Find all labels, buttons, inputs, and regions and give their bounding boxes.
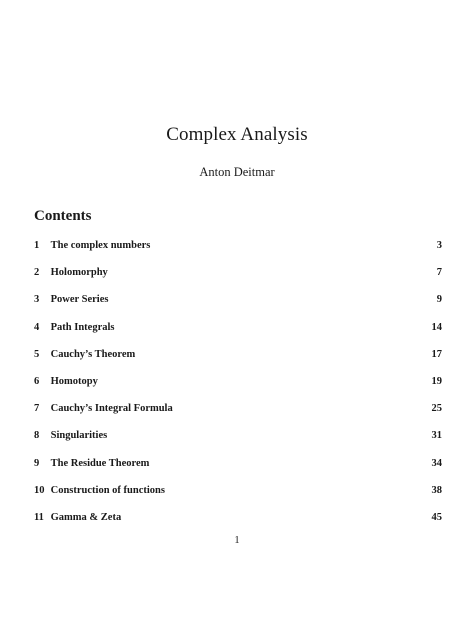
toc-entry-7[interactable] xyxy=(34,402,442,429)
toc-entry-9[interactable] xyxy=(34,457,442,484)
page-number: 1 xyxy=(234,535,240,546)
toc-entry-page: 3 xyxy=(436,240,442,251)
toc-entry-10[interactable] xyxy=(34,484,442,511)
toc-entry-number: 6 xyxy=(34,375,40,387)
toc-entry-label: Construction of functions xyxy=(50,484,165,496)
toc-entry-4[interactable] xyxy=(34,321,442,348)
toc-entry-number: 11 xyxy=(34,511,44,523)
toc-entry-3[interactable] xyxy=(34,293,442,320)
contents-heading: Contents xyxy=(34,208,92,224)
toc-entry-page: 45 xyxy=(431,511,442,523)
toc-entry-label: Homotopy xyxy=(50,375,98,387)
toc-entry-number: 2 xyxy=(34,267,40,279)
toc-entry-11[interactable] xyxy=(34,511,442,538)
toc-entry-number: 10 xyxy=(34,484,45,496)
toc-entry-6[interactable] xyxy=(34,375,442,402)
toc-entry-label: The complex numbers xyxy=(50,240,151,251)
toc-entry-page: 34 xyxy=(431,457,442,469)
toc-entry-label: Cauchy’s Theorem xyxy=(50,348,136,360)
toc-entry-label: Holomorphy xyxy=(50,267,108,279)
toc-entry-page: 38 xyxy=(431,484,442,496)
table-of-contents xyxy=(34,239,442,538)
toc-entry-label: Singularities xyxy=(50,430,108,442)
toc-entry-label: Power Series xyxy=(50,294,109,306)
toc-entry-8[interactable] xyxy=(34,429,442,456)
toc-entry-page: 19 xyxy=(431,375,442,387)
toc-entry-label: The Residue Theorem xyxy=(50,457,150,469)
toc-entry-number: 5 xyxy=(34,348,40,360)
toc-entry-number: 9 xyxy=(34,457,40,469)
toc-entry-number: 7 xyxy=(34,403,40,415)
toc-entry-number: 8 xyxy=(34,430,40,442)
document-author: Anton Deitmar xyxy=(199,165,275,179)
toc-entry-1[interactable] xyxy=(34,239,442,266)
toc-entry-label: Cauchy’s Integral Formula xyxy=(50,403,173,415)
toc-entry-2[interactable] xyxy=(34,266,442,293)
toc-entry-page: 9 xyxy=(436,294,442,306)
toc-entry-number: 3 xyxy=(34,294,40,306)
toc-entry-label: Gamma & Zeta xyxy=(50,511,122,523)
toc-entry-page: 31 xyxy=(431,430,442,442)
toc-entry-number: 4 xyxy=(34,321,40,333)
document-title: Complex Analysis xyxy=(166,124,308,145)
toc-entry-page: 7 xyxy=(436,267,442,279)
toc-entry-5[interactable] xyxy=(34,348,442,375)
toc-entry-number: 1 xyxy=(34,240,40,251)
toc-entry-page: 25 xyxy=(431,403,442,415)
toc-entry-page: 17 xyxy=(431,348,442,360)
toc-entry-page: 14 xyxy=(431,321,442,333)
toc-entry-label: Path Integrals xyxy=(50,321,115,333)
